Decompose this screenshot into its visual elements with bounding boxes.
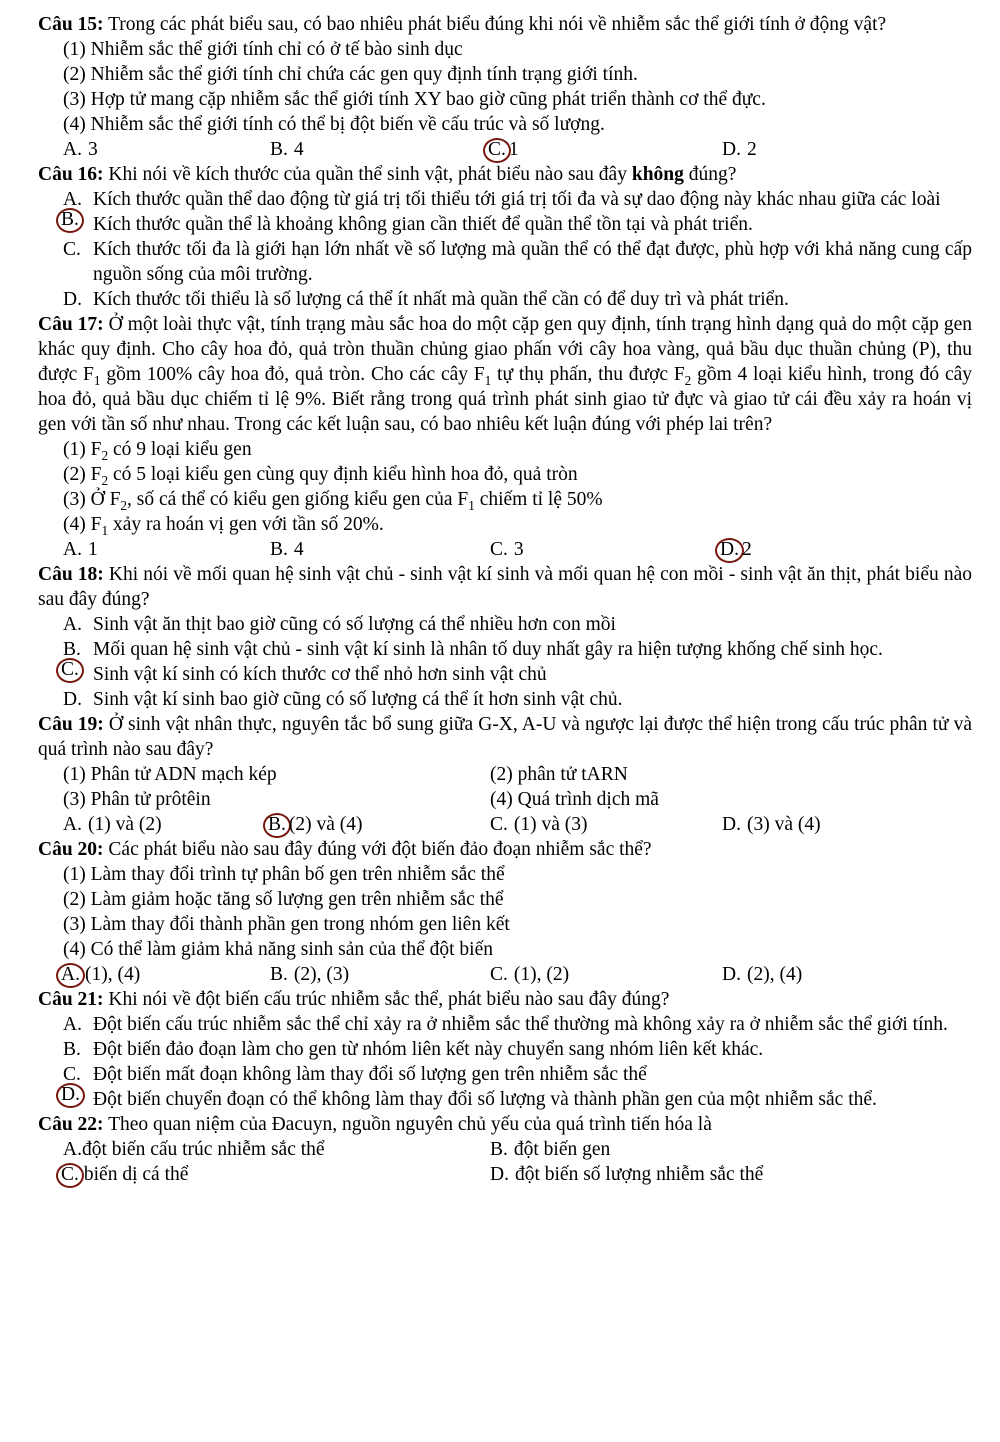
answer-choice-b-marked	[270, 812, 490, 837]
question-22-stem-line	[38, 1112, 972, 1137]
answer-text: (2), (3)	[293, 964, 350, 985]
statement: (3) Hợp tử mang cặp nhiễm sắc thể giới tính XY bao giờ cũng phát triển thành cơ thể đực.	[63, 89, 766, 110]
statement: (2) Nhiễm sắc thể giới tính chỉ chứa các gen quy định tính trạng giới tính.	[63, 64, 638, 85]
answer-choice-c	[490, 537, 722, 562]
question-21-stem-line	[38, 987, 972, 1012]
option-c-marked	[38, 659, 972, 687]
marked-answer-circle: C.	[483, 138, 511, 163]
answer-text: 4	[293, 539, 304, 560]
option-c	[38, 1062, 972, 1087]
answer-choice-c	[490, 962, 722, 987]
answer-text: 1	[508, 139, 519, 160]
statement: (4) Có thể làm giảm khả năng sinh sản của thể đột biến	[63, 939, 493, 960]
answer-letter: B.	[270, 964, 288, 985]
answer-letter: D.	[722, 964, 741, 985]
option-text: Sinh vật kí sinh bao giờ cũng có số lượng cá thể ít hơn sinh vật chủ.	[93, 689, 623, 710]
answer-text: 4	[293, 139, 304, 160]
question-18-stem: Khi nói về mối quan hệ sinh vật chủ - sinh vật kí sinh và mối quan hệ con mồi - sinh vật ăn thịt, phát biểu nào sau đây đúng?	[38, 564, 972, 610]
option-b	[38, 637, 972, 662]
statement: (1) $F_2$ có 9 loại kiểu gen	[63, 439, 252, 463]
answer-choice-a	[63, 812, 270, 837]
answer-choice-d-marked	[722, 537, 972, 562]
option-c	[38, 237, 972, 287]
answer-text: (1), (4)	[84, 964, 141, 985]
option-text: đột biến gen	[513, 1139, 611, 1160]
answer-choice-a-marked	[63, 962, 270, 987]
option-a	[38, 187, 972, 212]
option-c-marked	[63, 1162, 490, 1187]
question-16-stem-pre: Khi nói về kích thước của quần thể sinh vật, phát biểu nào sau đây	[108, 164, 632, 185]
marked-answer-circle: B.	[263, 813, 291, 838]
question-17-label: Câu 17:	[38, 314, 104, 335]
answer-letter: D.	[722, 814, 741, 835]
option-text: đột biến cấu trúc nhiễm sắc thể	[81, 1139, 325, 1160]
question-17-stem-line	[38, 312, 972, 437]
option-text: Đột biến đảo đoạn làm cho gen từ nhóm liên kết này chuyển sang nhóm liên kết khác.	[93, 1039, 764, 1060]
answer-letter: B.	[270, 139, 288, 160]
question-20-statements	[38, 862, 972, 962]
option-letter: B.	[490, 1139, 508, 1160]
answer-choice-b	[270, 137, 490, 162]
question-15-stem-line	[38, 12, 972, 37]
option-letter: A.	[63, 614, 82, 635]
option-text: Kích thước tối thiểu là số lượng cá thể ít nhất mà quần thể cần có để duy trì và phát triển.	[93, 289, 789, 310]
statement: (4) $F_1$ xảy ra hoán vị gen với tần số 20%.	[63, 514, 384, 538]
question-15-answers	[38, 137, 972, 162]
option-text: Đột biến cấu trúc nhiễm sắc thể chỉ xảy ra ở nhiễm sắc thể thường mà không xảy ra ở nhiễm sắc thể giới tính.	[93, 1014, 948, 1035]
answer-text: 2	[741, 539, 752, 560]
question-18-label: Câu 18:	[38, 564, 104, 585]
option-a	[38, 1012, 972, 1037]
answer-choice-d	[722, 962, 972, 987]
question-18-stem-line	[38, 562, 972, 612]
question-22-options-row-2	[38, 1162, 972, 1187]
question-21-label: Câu 21:	[38, 989, 104, 1010]
statement: (2) $F_2$ có 5 loại kiểu gen cùng quy định kiểu hình hoa đỏ, quả tròn	[63, 464, 578, 488]
answer-text: 2	[746, 139, 757, 160]
marked-answer-circle: D.	[56, 1083, 85, 1108]
answer-text: (1) và (3)	[513, 814, 588, 835]
statement: (1) Phân tử ADN mạch kép	[63, 764, 277, 785]
answer-choice-d	[722, 137, 972, 162]
question-19-label: Câu 19:	[38, 714, 104, 735]
question-22-stem: Theo quan niệm của Đacuyn, nguồn nguyên chủ yếu của quá trình tiến hóa là	[108, 1114, 712, 1135]
option-d	[38, 687, 972, 712]
answer-choice-d	[722, 812, 972, 837]
answer-choice-b	[270, 537, 490, 562]
answer-text: (2) và (4)	[288, 814, 363, 835]
question-17	[38, 312, 972, 562]
question-20	[38, 837, 972, 987]
question-22-label: Câu 22:	[38, 1114, 104, 1135]
question-19-statements-row-1	[38, 762, 972, 787]
marked-answer-circle: B.	[56, 208, 84, 233]
statement: (4) Quá trình dịch mã	[490, 789, 659, 810]
question-17-statements	[38, 437, 972, 537]
answer-choice-c-marked	[490, 137, 722, 162]
statement: (1) Làm thay đổi trình tự phân bố gen trên nhiễm sắc thể	[63, 864, 505, 885]
marked-answer-circle: D.	[715, 538, 744, 563]
statement: (2) Làm giảm hoặc tăng số lượng gen trên nhiễm sắc thể	[63, 889, 504, 910]
question-22	[38, 1112, 972, 1187]
option-b	[490, 1137, 972, 1162]
answer-text: (1) và (2)	[87, 814, 162, 835]
marked-answer-circle: C.	[56, 658, 84, 683]
option-letter: C.	[63, 239, 81, 260]
answer-text: 1	[87, 539, 98, 560]
question-21-stem: Khi nói về đột biến cấu trúc nhiễm sắc thể, phát biểu nào sau đây đúng?	[108, 989, 670, 1010]
answer-letter: C.	[490, 539, 508, 560]
option-letter: A.	[63, 189, 82, 210]
statement: (3) Làm thay đổi thành phần gen trong nhóm gen liên kết	[63, 914, 510, 935]
question-15-statements	[38, 37, 972, 137]
option-text: Kích thước quần thể dao động từ giá trị tối thiểu tới giá trị tối đa và sự dao động này khác nhau giữa các loài	[93, 189, 941, 210]
question-17-answers	[38, 537, 972, 562]
option-letter: D.	[63, 689, 82, 710]
statement: (3) Phân tử prôtêin	[63, 789, 211, 810]
answer-letter: A.	[63, 814, 82, 835]
question-19-statements-row-2	[38, 787, 972, 812]
answer-choice-b	[270, 962, 490, 987]
question-19-stem-line	[38, 712, 972, 762]
question-15	[38, 12, 972, 162]
answer-letter: D.	[722, 139, 741, 160]
option-letter: A.	[63, 1139, 82, 1160]
option-letter: A.	[63, 1014, 82, 1035]
question-19-stem: Ở sinh vật nhân thực, nguyên tắc bổ sung giữa G-X, A-U và ngược lại được thể hiện trong cấu trúc phân tử và quá trình nào sau đây?	[38, 714, 972, 760]
option-text: Sinh vật ăn thịt bao giờ cũng có số lượng cá thể nhiều hơn con mồi	[93, 614, 616, 635]
question-16-stem-post: đúng?	[683, 164, 737, 185]
question-16-stem-bold: không	[631, 164, 684, 185]
option-a	[63, 1137, 490, 1162]
question-16-label: Câu 16:	[38, 164, 104, 185]
option-letter: C.	[63, 1064, 81, 1085]
option-text: Sinh vật kí sinh có kích thước cơ thể nhỏ hơn sinh vật chủ	[93, 664, 547, 685]
answer-text: 3	[87, 139, 98, 160]
statement: (1) Nhiễm sắc thể giới tính chỉ có ở tế bào sinh dục	[63, 39, 463, 60]
question-16	[38, 162, 972, 312]
question-20-label: Câu 20:	[38, 839, 104, 860]
answer-letter: C.	[490, 964, 508, 985]
option-d	[490, 1162, 972, 1187]
answer-choice-a	[63, 537, 270, 562]
option-text: Đột biến mất đoạn không làm thay đổi số lượng gen trên nhiễm sắc thể	[93, 1064, 647, 1085]
answer-choice-a	[63, 137, 270, 162]
statement: (2) phân tử tARN	[490, 764, 628, 785]
option-b	[38, 1037, 972, 1062]
question-20-stem: Các phát biểu nào sau đây đúng với đột biến đảo đoạn nhiễm sắc thể?	[108, 839, 652, 860]
option-text: biến dị cá thể	[83, 1164, 189, 1185]
question-20-stem-line	[38, 837, 972, 862]
option-text: Đột biến chuyển đoạn có thể không làm thay đổi số lượng và thành phần gen của một nhiễm sắc thể.	[93, 1089, 877, 1110]
question-15-stem: Trong các phát biểu sau, có bao nhiêu phát biểu đúng khi nói về nhiễm sắc thể giới tính ở động vật?	[108, 14, 887, 35]
option-d	[38, 287, 972, 312]
option-text: đột biến số lượng nhiễm sắc thể	[514, 1164, 764, 1185]
option-text: Mối quan hệ sinh vật chủ - sinh vật kí sinh là nhân tố duy nhất gây ra hiện tượng khống chế sinh học.	[93, 639, 883, 660]
marked-answer-circle: A.	[56, 963, 85, 988]
option-b-marked	[38, 209, 972, 237]
question-16-stem-line	[38, 162, 972, 187]
option-d-marked	[38, 1084, 972, 1112]
answer-text: (1), (2)	[513, 964, 570, 985]
answer-letter: B.	[270, 539, 288, 560]
marked-answer-circle: C.	[56, 1163, 84, 1188]
answer-letter: A.	[63, 139, 82, 160]
option-text: Kích thước tối đa là giới hạn lớn nhất về số lượng mà quần thể có thể đạt được, phù hợp với khả năng cung cấp nguồn sống của môi trường.	[93, 239, 972, 285]
question-22-options-row-1	[38, 1137, 972, 1162]
question-20-answers	[38, 962, 972, 987]
statement: (3) Ở $F_2$, số cá thể có kiểu gen giống kiểu gen của $F_1$ chiếm tỉ lệ 50%	[63, 489, 603, 513]
question-21	[38, 987, 972, 1112]
answer-text: (3) và (4)	[746, 814, 821, 835]
option-letter: D.	[63, 289, 82, 310]
question-19-answers	[38, 812, 972, 837]
option-letter: B.	[63, 1039, 81, 1060]
question-17-stem: Ở một loài thực vật, tính trạng màu sắc hoa do một cặp gen quy định, tính trạng hình dạng quả do một cặp gen khác quy định. Cho cây hoa đỏ, quả tròn thuần chủng giao phấn với cây hoa vàng, quả bầu dục thuần chủng (P), thu được $F_1$ gồm 100% cây hoa đỏ, quả tròn. Cho các cây $F_1$ tự thụ phấn, thu được $F_2$ gồm 4 loại kiểu hình, trong đó cây hoa đỏ, quả bầu dục chiếm tỉ lệ 9%. Biết rằng trong quá trình phát sinh giao tử đực và giao tử cái đều xảy ra hoán vị gen với tần số như nhau. Trong các kết luận sau, có bao nhiêu kết luận đúng với phép lai trên?	[38, 314, 972, 435]
answer-letter: C.	[490, 814, 508, 835]
answer-text: 3	[513, 539, 524, 560]
question-15-label: Câu 15:	[38, 14, 104, 35]
option-text: Kích thước quần thể là khoảng không gian cần thiết để quần thể tồn tại và phát triển.	[93, 214, 753, 235]
answer-choice-c	[490, 812, 722, 837]
question-18	[38, 562, 972, 712]
question-19	[38, 712, 972, 837]
answer-text: (2), (4)	[746, 964, 803, 985]
option-letter: B.	[63, 639, 81, 660]
statement: (4) Nhiễm sắc thể giới tính có thể bị đột biến về cấu trúc và số lượng.	[63, 114, 605, 135]
answer-letter: A.	[63, 539, 82, 560]
option-letter: D.	[490, 1164, 509, 1185]
option-a	[38, 612, 972, 637]
